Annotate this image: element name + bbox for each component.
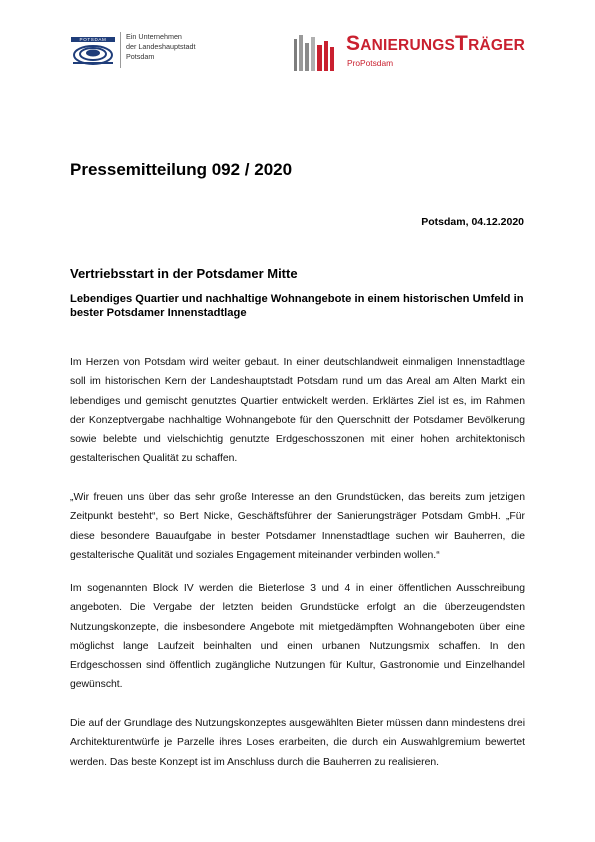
brand-name: SANIERUNGSTRÄGER — [346, 32, 526, 55]
potsdam-company-text — [126, 32, 196, 62]
headline: Vertriebsstart in der Potsdamer Mitte — [70, 266, 298, 281]
body-paragraph: Im sogenannten Block IV werden die Bieterlose 3 und 4 in einer öffentlichen Ausschreibung angeboten. Die Vergabe der letzten beiden Grundstücke erfolgt an die überzeugendsten Nutzungskonzepte, die insbesondere Angebote mit mietgedämpften Wohnangeboten über eine möglichst lange Laufzeit beinhalten und einen urbanen Nutzungsmix schaffen. In den Erdgeschossen sind öffentlich zugängliche Nutzungen für Kultur, Gastronomie und Einzelhandel gewünscht. — [70, 583, 525, 691]
date-line: Potsdam, 04.12.2020 — [421, 216, 524, 228]
potsdam-line: der Landeshauptstadt — [126, 42, 196, 51]
potsdam-line: Potsdam — [126, 52, 155, 61]
header-divider — [120, 32, 121, 68]
body-paragraph: Die auf der Grundlage des Nutzungskonzeptes ausgewählten Bieter müssen dann mindestens drei Architekturentwürfe je Parzelle ihres Loses erarbeiten, die durch ein Auswahlgremium bewertet werden. Das beste Konzept ist im Anschluss durch die Bauherren zu realisieren. — [70, 718, 525, 768]
body-paragraph: „Wir freuen uns über das sehr große Interesse an den Grundstücken, das bereits zum jetzigen Zeitpunkt besteht“, so Bert Nicke, Geschäftsführer der Sanierungsträger Potsdam GmbH. „Für diese besondere Bauaufgabe in bester Potsdamer Innenstadtlage suchen wir Bauherren, die gestalterische Qualität und soziales Engagement miteinander verbinden wollen.“ — [70, 492, 525, 561]
subheadline: Lebendiges Quartier und nachhaltige Wohnangebote in einem historischen Umfeld in bester Potsdamer Innenstadtlage — [70, 293, 524, 319]
body-paragraph: Im Herzen von Potsdam wird weiter gebaut. In einer deutschlandweit einmaligen Innenstadtlage soll im historischen Kern der Landeshauptstadt Potsdam rund um das Areal am Alten Markt ein lebendiges und gemischt genutztes Quartier entwickelt werden. Erklärtes Ziel ist es, im Rahmen der Konzeptvergabe nachhaltige Wohnangebote für den Querschnitt der Potsdamer Bevölkerung sowie belebte und vielschichtig genutzte Erdgeschosszonen mit einer hohen architektonisch gestalterischen Qualität zu schaffen. — [70, 357, 525, 465]
brand-subtitle: ProPotsdam — [347, 58, 394, 68]
svg-text:POTSDAM: POTSDAM — [79, 37, 107, 43]
potsdam-line: Ein Unternehmen — [126, 32, 182, 41]
sanierungstraeger-logo-icon — [293, 33, 335, 73]
potsdam-logo — [70, 33, 122, 67]
press-release-title: Pressemitteilung 092 / 2020 — [70, 160, 293, 179]
